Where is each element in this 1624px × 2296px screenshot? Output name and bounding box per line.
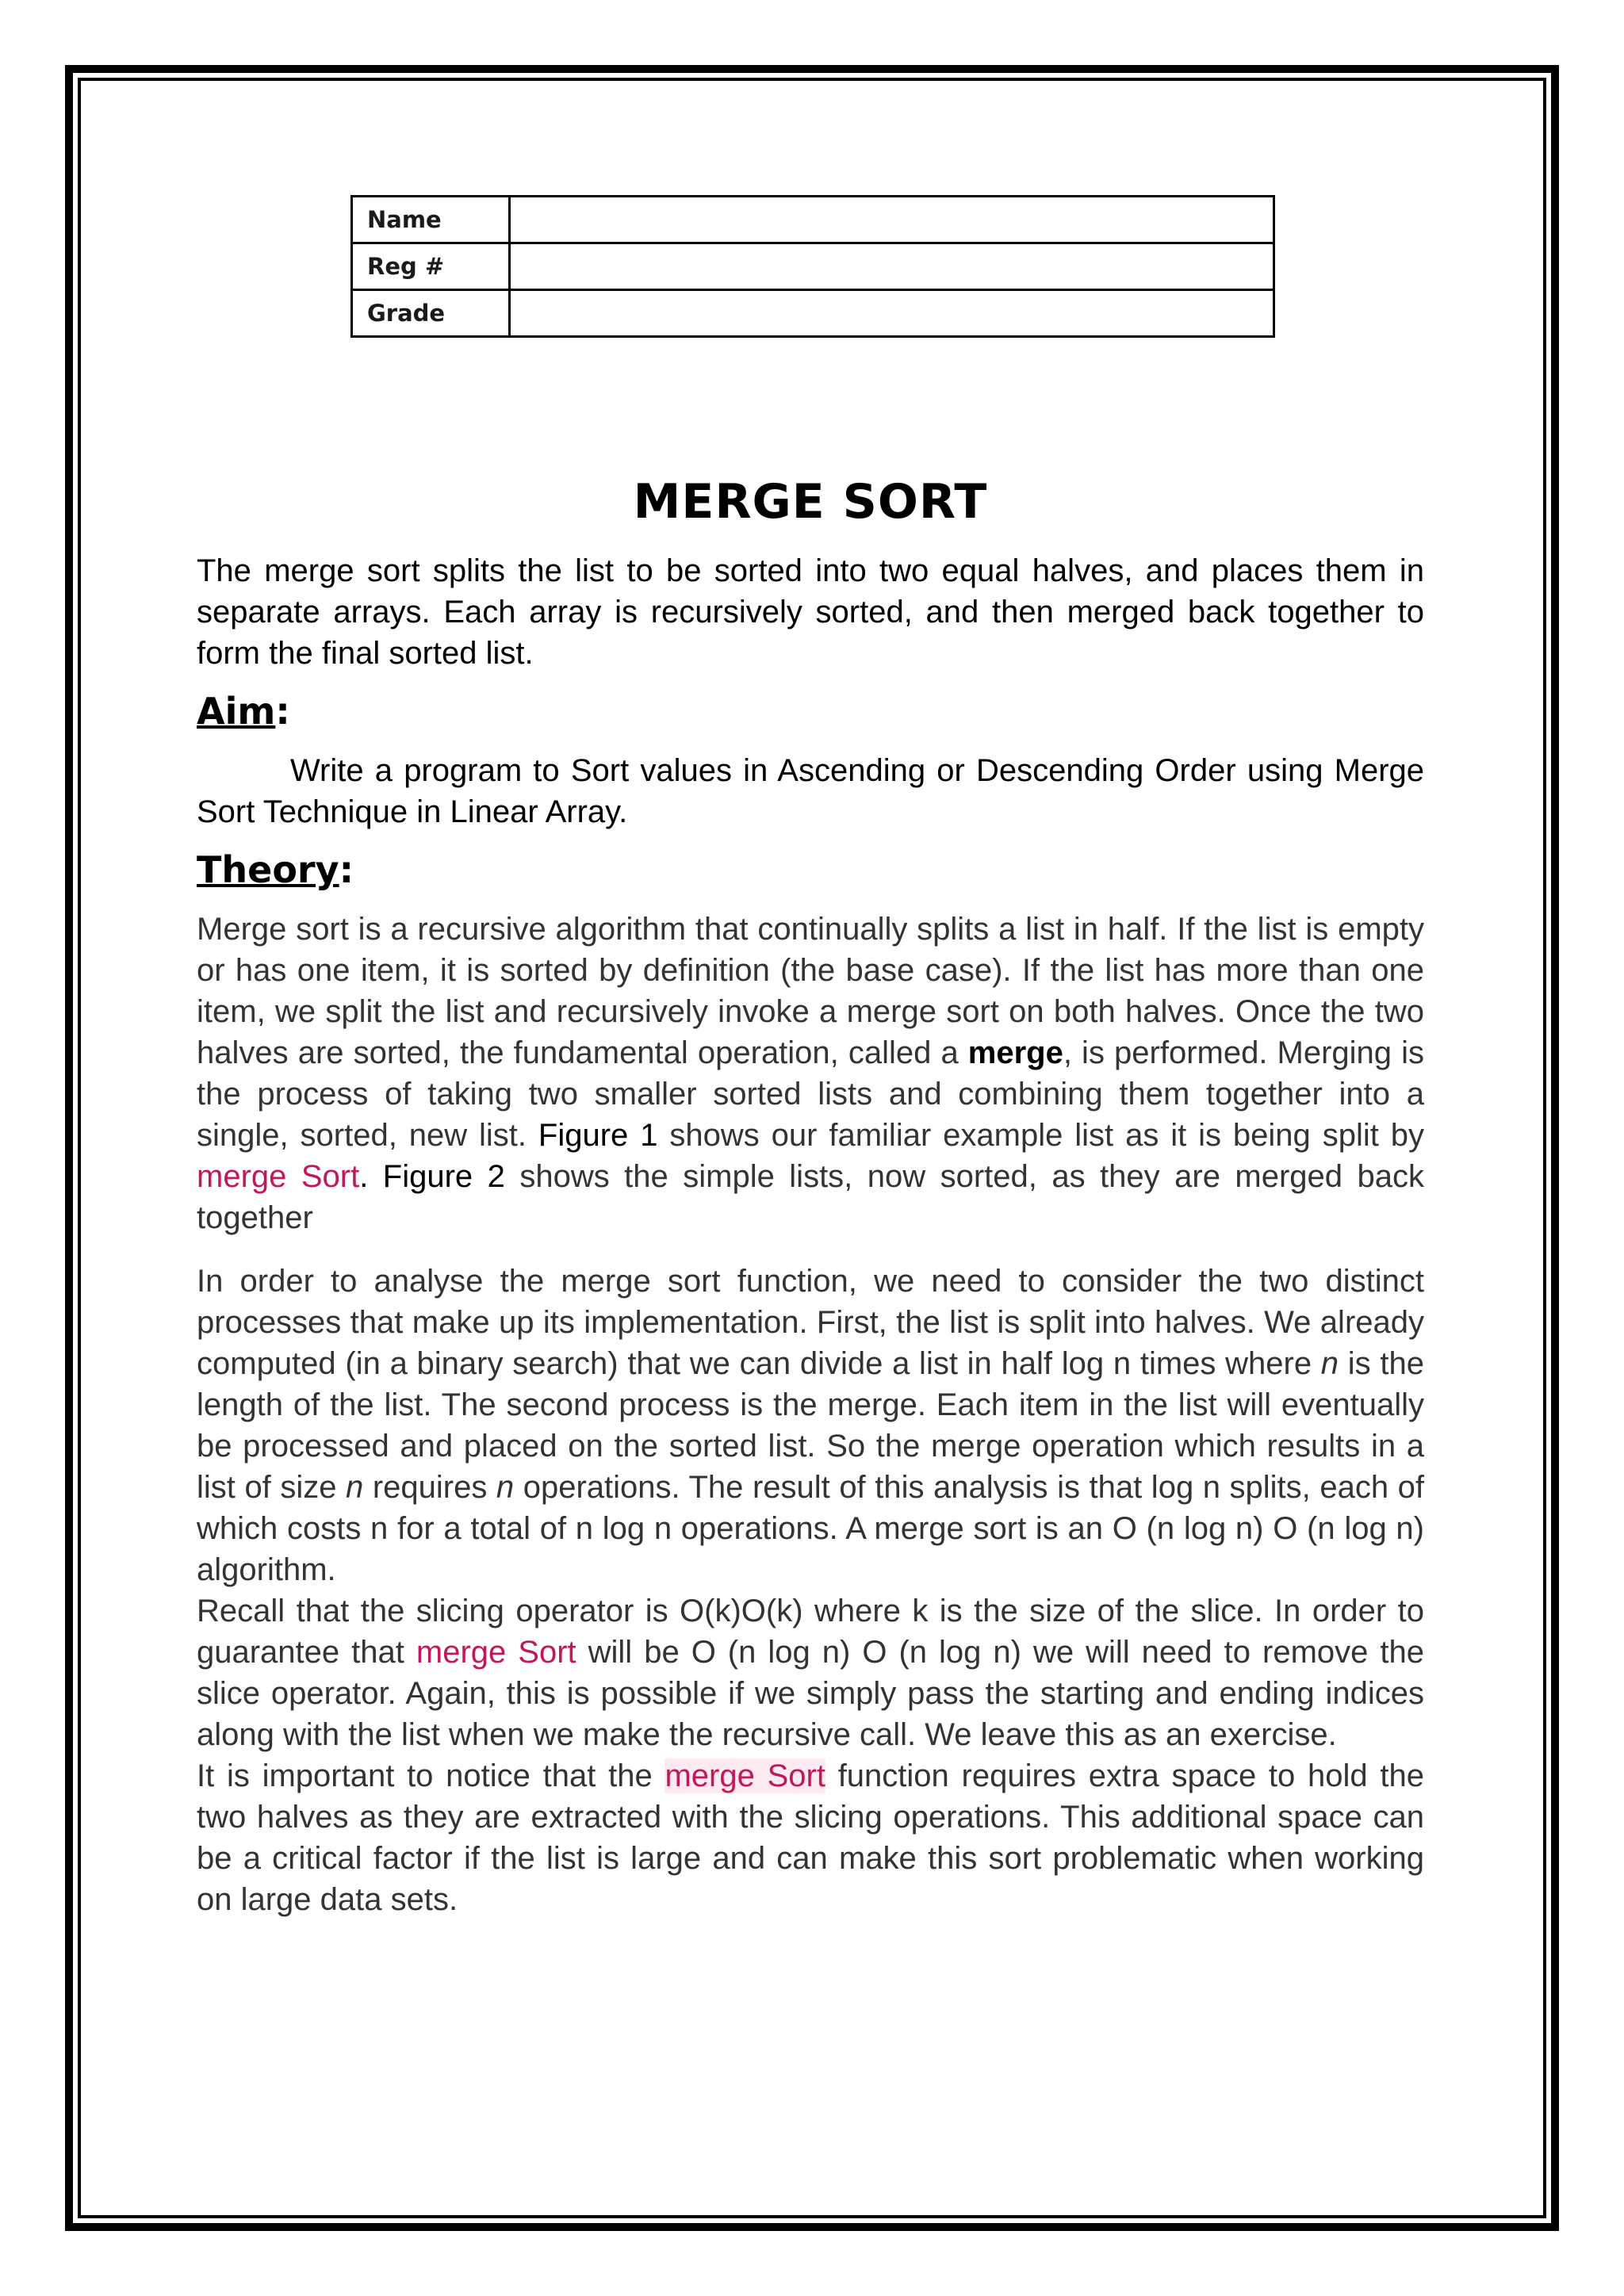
reg-label: Reg # xyxy=(352,243,510,290)
theory-paragraph-3: Recall that the slicing operator is O(k)O(k) where k is the size of the slice. In order to guarantee that merge Sort will be O (n log n) O (n log n) we will need to remove the slice operator. Again, this is possible if we simply pass the starting and ending indices along with the list when we make the recursive call. We leave this as an exercise. xyxy=(197,1594,1424,1752)
merge-sort-link[interactable]: merge Sort xyxy=(197,1159,360,1194)
theory-paragraph-1: Merge sort is a recursive algorithm that continually splits a list in half. If the list is empty or has one item, it is sorted by definition (the base case). If the list has more than one item, we split the list and recursively invoke a merge sort on both halves. Once the two halves are sorted, the fundamental operation, called a merge, is performed. Merging is the process of taking two smaller sorted lists and combining them together into a single, sorted, new list. Figure 1 shows our familiar example list as it is being split by merge Sort. Figure 2 shows the simple lists, now sorted, as they are merged back together xyxy=(197,912,1424,1235)
name-field[interactable] xyxy=(510,197,1274,243)
figure-1-ref: Figure 1 xyxy=(538,1118,658,1153)
aim-paragraph xyxy=(197,750,1424,832)
n-variable: n xyxy=(346,1470,364,1505)
merge-sort-link[interactable]: merge Sort xyxy=(416,1635,576,1670)
figure-2-ref: Figure 2 xyxy=(382,1159,505,1194)
theory-heading-text: Theory xyxy=(197,848,339,891)
grade-label: Grade xyxy=(352,290,510,337)
theory-heading-colon: : xyxy=(339,848,354,891)
intro-paragraph: The merge sort splits the list to be sorted into two equal halves, and places them in separate arrays. Each array is recursively sorted, and then merged back together to form the final sorted list. xyxy=(197,553,1424,671)
n-variable: n xyxy=(1320,1346,1339,1381)
n-variable: n xyxy=(496,1470,515,1505)
name-label: Name xyxy=(352,197,510,243)
student-info-table xyxy=(350,195,1275,338)
table-row xyxy=(352,290,1274,337)
theory-heading xyxy=(197,848,1424,891)
aim-text: Write a program to Sort values in Ascending or Descending Order using Merge Sort Technique in Linear Array. xyxy=(197,753,1424,829)
aim-heading-text: Aim xyxy=(197,690,276,733)
grade-field[interactable] xyxy=(510,290,1274,337)
document-content xyxy=(197,474,1424,1920)
theory-paragraph-2: In order to analyse the merge sort function, we need to consider the two distinct processes that make up its implementation. First, the list is split into halves. We already computed (in a binary search) that we can divide a list in half log n times where n is the length of the list. The second process is the merge. Each item in the list will eventually be processed and placed on the sorted list. So the merge operation which results in a list of size n requires n operations. The result of this analysis is that log n splits, each of which costs n for a total of n log n operations. A merge sort is an O (n log n) O (n log n) algorithm. xyxy=(197,1264,1424,1587)
table-row xyxy=(352,197,1274,243)
merge-sort-link[interactable]: merge Sort xyxy=(665,1758,825,1793)
theory-section xyxy=(197,909,1424,1920)
reg-field[interactable] xyxy=(510,243,1274,290)
table-row xyxy=(352,243,1274,290)
theory-paragraph-4: It is important to notice that the merge Sort function requires extra space to hold the two halves as they are extracted with the slicing operations. This additional space can be a critical factor if the list is large and can make this sort problematic when working on large data sets. xyxy=(197,1758,1424,1917)
page-title: MERGE SORT xyxy=(633,474,988,530)
merge-term: merge xyxy=(967,1035,1063,1070)
aim-heading xyxy=(197,690,1424,733)
aim-heading-colon: : xyxy=(275,690,290,733)
